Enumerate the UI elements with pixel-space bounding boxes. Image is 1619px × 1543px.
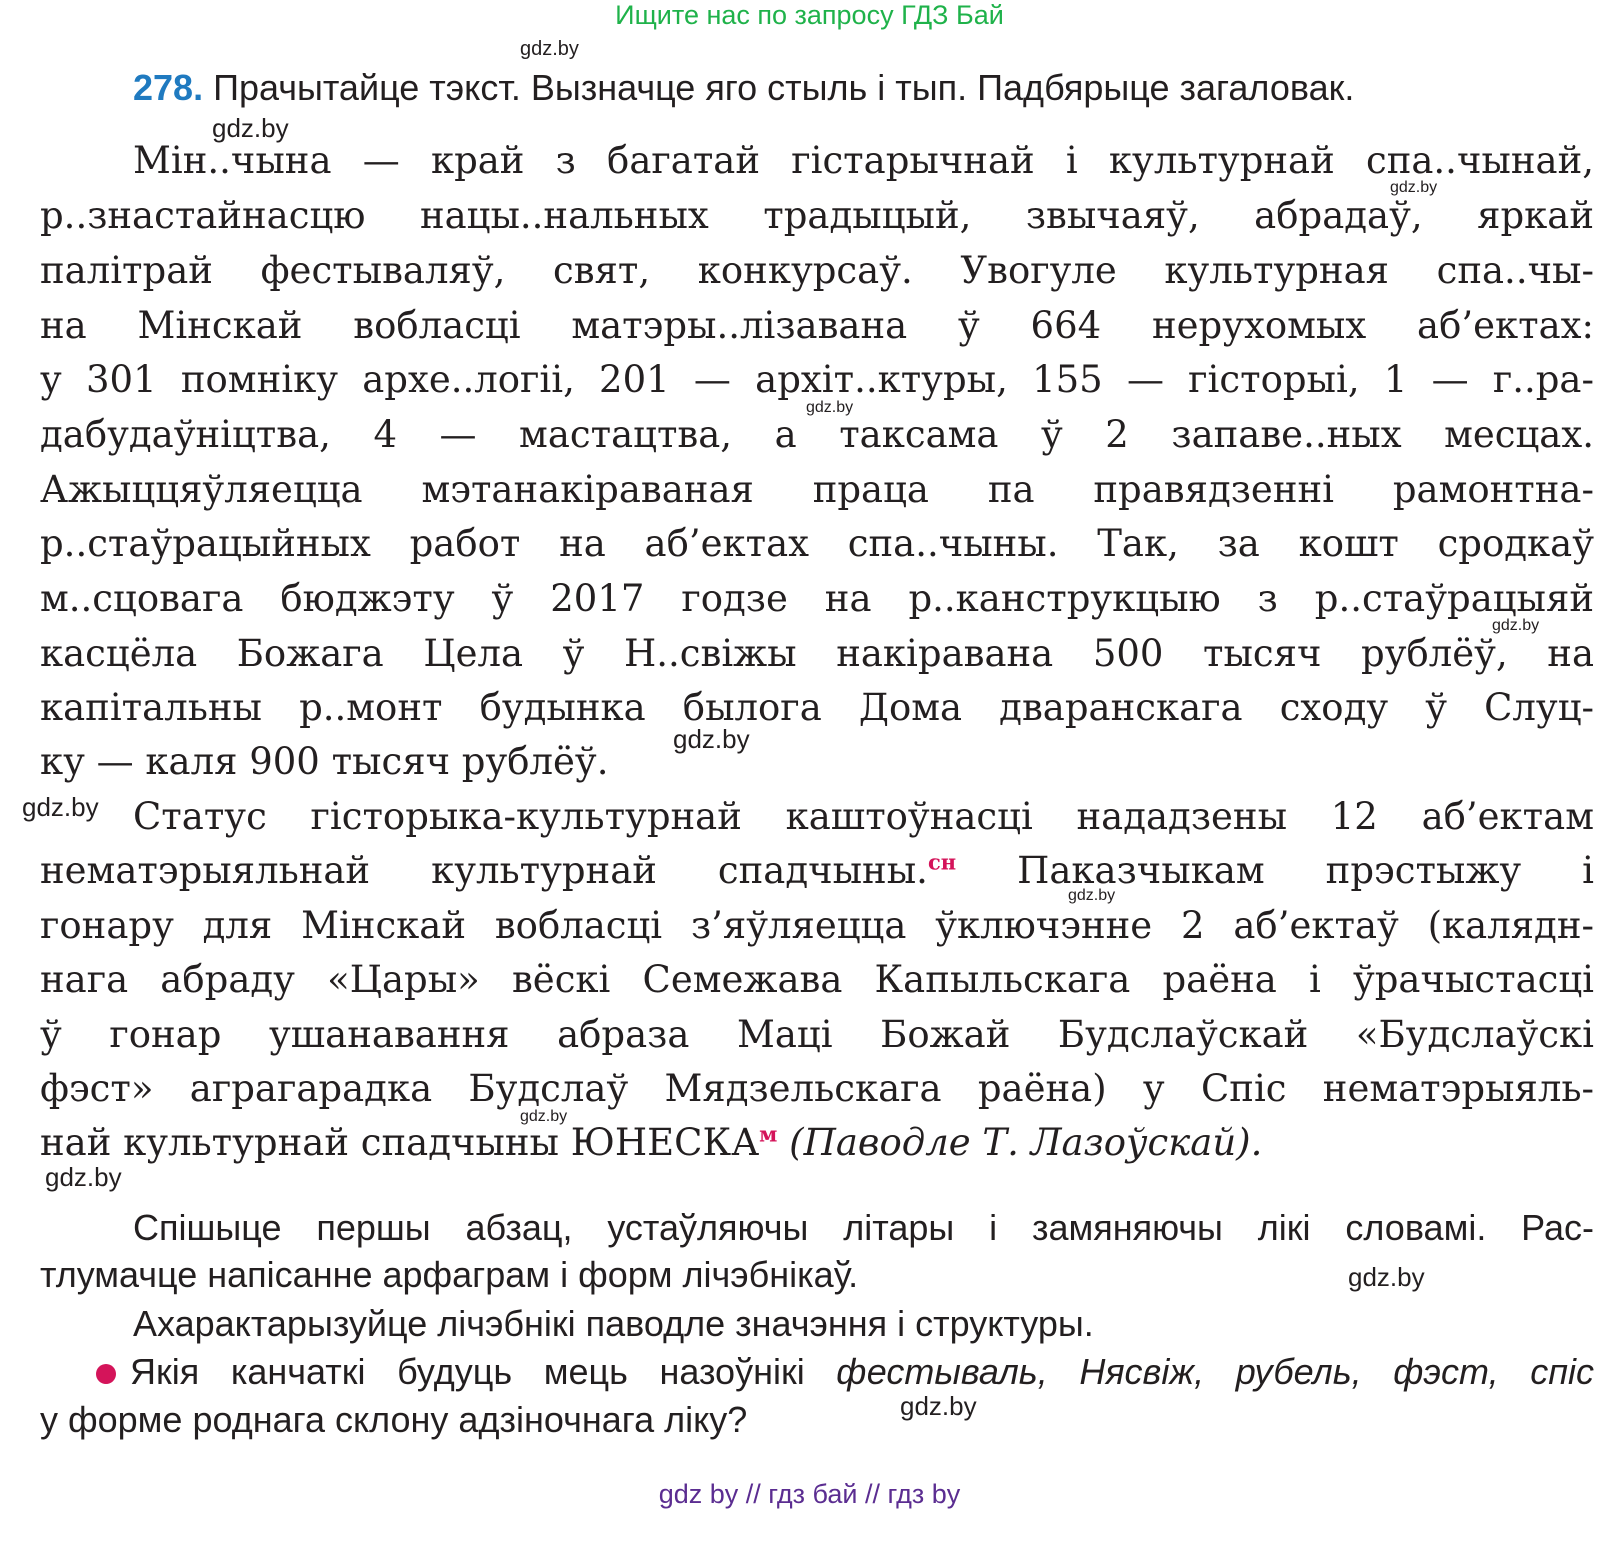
text-line-with-mark bbox=[40, 849, 1594, 893]
text-line: ў гонар ушанавання абраза Маці Божай Будслаўскай «Будслаўскі bbox=[40, 1013, 1594, 1056]
watermark: gdz.by bbox=[22, 792, 99, 822]
note-mark-m: м bbox=[759, 1121, 778, 1147]
text-line: Статус гісторыка-культурнай каштоўнасці нададзены 12 аб’ектам bbox=[133, 795, 1594, 838]
text-line: Мін..чына — край з багатай гістарычнай і культурнай спа..чынай, bbox=[133, 139, 1594, 182]
watermark: gdz.by bbox=[1390, 179, 1438, 196]
text-line: на Мінскай вобласці матэры..лізавана ў 664 нерухомых аб’ектах: bbox=[40, 304, 1594, 347]
source-attribution: (Паводле Т. Лазоўскай). bbox=[789, 1121, 1263, 1164]
note-mark-sn: сн bbox=[927, 849, 957, 875]
text-line: касцёла Божага Цела ў Н..свіжы накіравана 500 тысяч рублёў, на bbox=[40, 632, 1594, 675]
exercise-number: 278. bbox=[133, 67, 204, 108]
watermark: gdz.by bbox=[520, 1108, 568, 1125]
assignment-line: Ахарактарызуйце лічэбнікі паводле значэння і структуры. bbox=[133, 1303, 1094, 1344]
watermark: gdz.by bbox=[1492, 617, 1540, 634]
text-line: нага абраду «Цары» вёскі Семежава Капыльскага раёна і ўрачыстасці bbox=[40, 958, 1594, 1001]
text-line: Ажыццяўляецца мэтанакіраваная праца па правядзенні рамонтна- bbox=[40, 468, 1594, 511]
assignment-question bbox=[96, 1350, 1594, 1394]
top-banner: Ищите нас по запросу ГДЗ Бай bbox=[615, 0, 1004, 30]
exercise-instruction: Прачытайце тэкст. Вызначце яго стыль і тып. Падбярыце загаловак. bbox=[213, 67, 1355, 108]
assignment-line: у форме роднага склону адзіночнага ліку? bbox=[40, 1399, 748, 1440]
text-line: гонару для Мінскай вобласці з’яўляецца ўключэнне 2 аб’ектаў (калядн- bbox=[40, 904, 1594, 947]
question-words: фестываль, Нясвіж, рубель, фэст, спіс bbox=[836, 1351, 1594, 1392]
question-text: Якія канчаткі будуць мець назоўнікі bbox=[130, 1351, 837, 1392]
watermark: gdz.by bbox=[673, 724, 750, 754]
assignment-line: Спішыце першы абзац, устаўляючы літары і замяняючы лікі словамі. Рас- bbox=[133, 1207, 1594, 1248]
assignment-line: тлумачце напісанне арфаграм і форм лічэбнікаў. bbox=[40, 1254, 859, 1295]
text-line: р..знастайнасцю нацы..нальных традыцый, звычаяў, абрадаў, яркай bbox=[40, 194, 1594, 237]
watermark: gdz.by bbox=[806, 399, 854, 416]
text-line: р..стаўрацыйных работ на аб’ектах спа..чыны. Так, за кошт сродкаў bbox=[40, 522, 1594, 565]
magenta-dot-icon bbox=[96, 1364, 116, 1384]
text-line: палітрай фестываляў, свят, конкурсаў. Увогуле культурная спа..чы- bbox=[40, 249, 1594, 292]
watermark: gdz.by bbox=[520, 38, 579, 60]
text-fragment: Паказчыкам прэстыжу і bbox=[1017, 849, 1595, 892]
text-line: ку — каля 900 тысяч рублёў. bbox=[40, 740, 609, 783]
watermark: gdz.by bbox=[212, 113, 289, 143]
text-line: м..сцовага бюджэту ў 2017 годзе на р..канструкцыю з р..стаўрацыяй bbox=[40, 577, 1594, 620]
text-line-with-source bbox=[40, 1121, 1262, 1165]
text-fragment: най культурнай спадчыны ЮНЕСКА bbox=[40, 1121, 760, 1164]
text-line: фэст» аграгарадка Будслаў Мядзельскага раёна) у Спіс нематэрыяль- bbox=[40, 1067, 1594, 1110]
exercise-task bbox=[133, 66, 1354, 110]
footer-links: gdz by // гдз бай // гдз by bbox=[658, 1479, 961, 1509]
text-fragment: нематэрыяльнай культурнай спадчыны. bbox=[40, 849, 928, 892]
watermark: gdz.by bbox=[1068, 887, 1116, 904]
watermark: gdz.by bbox=[1348, 1262, 1425, 1292]
text-line: капітальны р..монт будынка былога Дома дваранскага сходу ў Слуц- bbox=[40, 686, 1594, 729]
watermark: gdz.by bbox=[900, 1391, 977, 1421]
text-line: у 301 помніку архе..логіі, 201 — архіт..ктуры, 155 — гісторыі, 1 — г..ра- bbox=[40, 358, 1594, 401]
watermark: gdz.by bbox=[45, 1162, 122, 1192]
text-line: дабудаўніцтва, 4 — мастацтва, а таксама ў 2 запаве..ных месцах. bbox=[40, 413, 1594, 456]
